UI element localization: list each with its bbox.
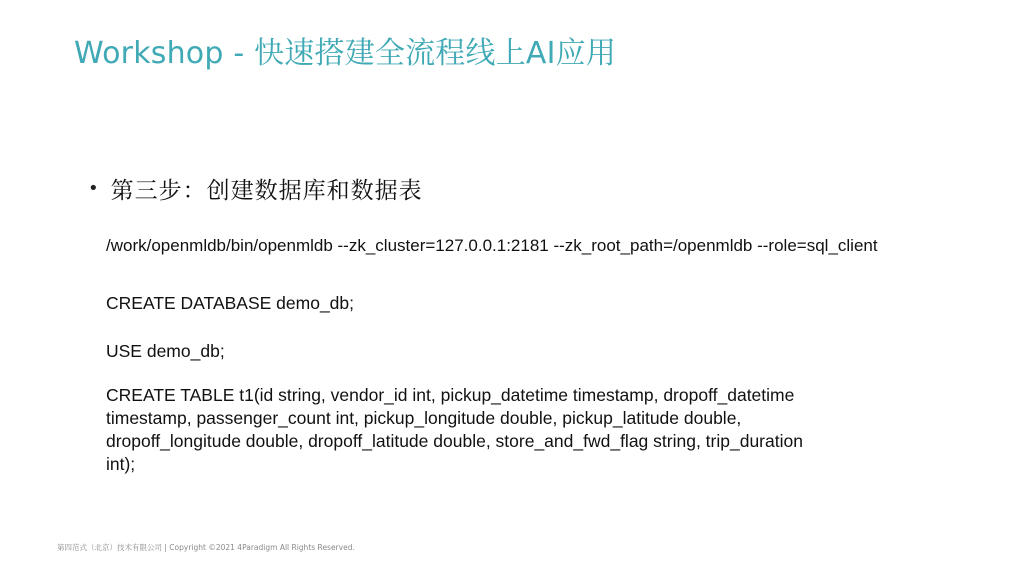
sql-use-database: USE demo_db; bbox=[106, 341, 225, 361]
cli-command: /work/openmldb/bin/openmldb --zk_cluster=127.0.0.1:2181 --zk_root_path=/openmldb --role=sql_client bbox=[106, 236, 878, 255]
sql-create-table-line: dropoff_longitude double, dropoff_latitude double, store_and_fwd_flag string, trip_duration bbox=[106, 431, 803, 451]
bullet-item bbox=[88, 172, 423, 205]
sql-create-table bbox=[106, 384, 886, 476]
sql-create-table-line: CREATE TABLE t1(id string, vendor_id int, pickup_datetime timestamp, dropoff_datetime bbox=[106, 385, 795, 405]
bullet-icon: • bbox=[88, 177, 99, 199]
bullet-text: 第三步：创建数据库和数据表 bbox=[110, 178, 423, 204]
sql-create-table-line: int); bbox=[106, 454, 136, 474]
sql-create-database: CREATE DATABASE demo_db; bbox=[106, 293, 355, 313]
slide-title: Workshop - 快速搭建全流程线上AI应用 bbox=[74, 36, 617, 71]
footer-copyright: 第四范式（北京）技术有限公司 | Copyright ©2021 4Paradigm All Rights Reserved. bbox=[57, 543, 355, 552]
sql-create-table-line: timestamp, passenger_count int, pickup_longitude double, pickup_latitude double, bbox=[106, 408, 742, 428]
